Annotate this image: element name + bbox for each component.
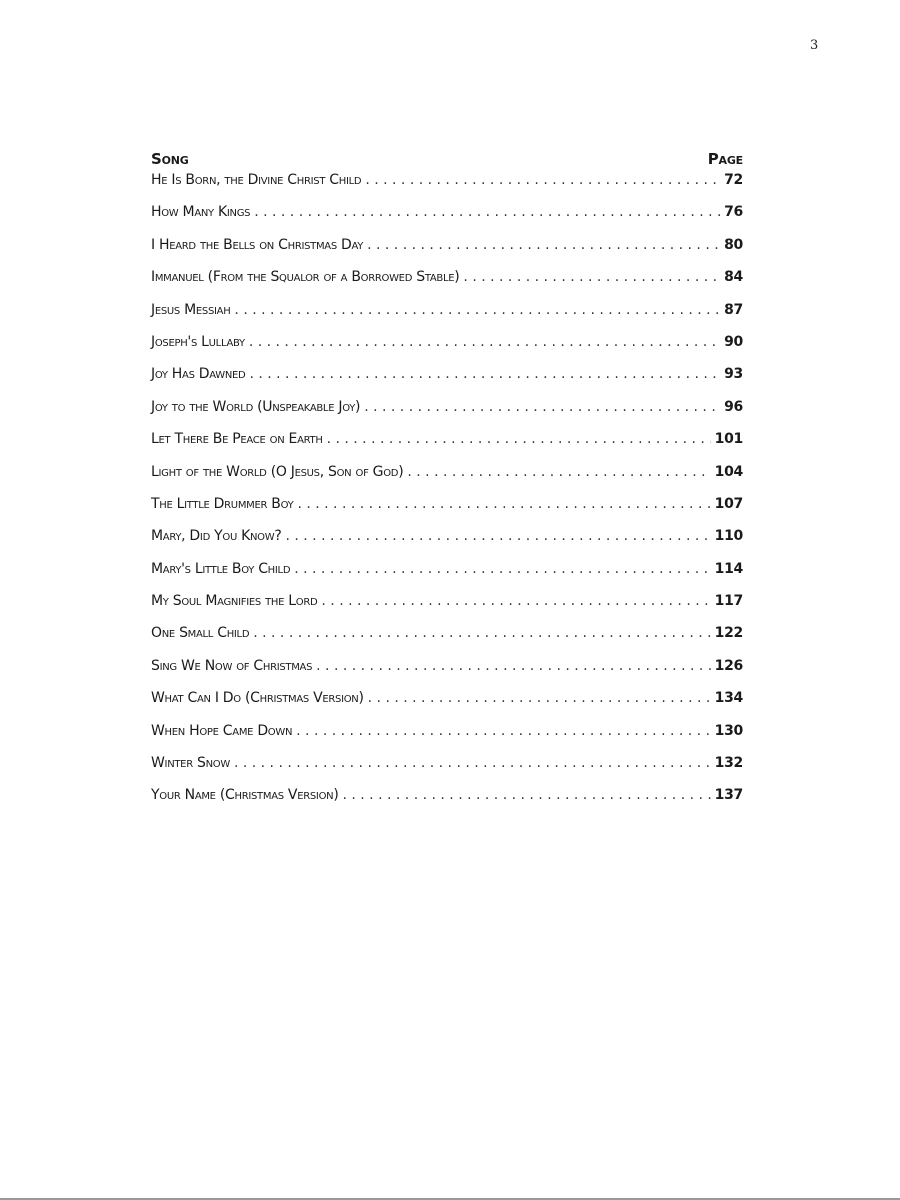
toc-entry-title: I Heard the Bells on Christmas Day	[151, 236, 364, 253]
toc-entry-page: 76	[724, 204, 743, 221]
toc-entry	[151, 787, 743, 819]
toc-entry-page: 107	[714, 495, 743, 512]
dot-leader	[463, 269, 720, 285]
toc-entry-page: 110	[714, 528, 743, 545]
toc-entry-page: 101	[714, 431, 743, 448]
toc-entry	[151, 723, 743, 755]
toc-entry-title: The Little Drummer Boy	[151, 495, 294, 512]
toc-entry-title: When Hope Came Down	[151, 722, 293, 739]
song-column-header: Song	[151, 150, 189, 168]
toc-entry	[151, 302, 743, 334]
dot-leader	[364, 399, 720, 415]
toc-entry-title: Joseph's Lullaby	[151, 333, 245, 350]
toc-entry-page: 126	[714, 657, 743, 674]
toc-entry	[151, 172, 743, 204]
toc-entry-page: 130	[714, 722, 743, 739]
toc-entry-title: How Many Kings	[151, 204, 251, 221]
toc-entry-title: Your Name (Christmas Version)	[151, 787, 339, 804]
toc-entry	[151, 431, 743, 463]
toc-entry-title: Mary, Did You Know?	[151, 528, 282, 545]
toc-entry	[151, 334, 743, 366]
toc-entry-page: 90	[724, 333, 743, 350]
dot-leader	[365, 172, 720, 188]
toc-entry-title: Jesus Messiah	[151, 301, 231, 318]
dot-leader	[249, 366, 720, 382]
toc-header	[151, 150, 743, 172]
dot-leader	[342, 787, 710, 803]
dot-leader	[234, 755, 711, 771]
dot-leader	[249, 334, 720, 350]
toc-entry	[151, 204, 743, 236]
toc-entry-page: 137	[714, 787, 743, 804]
dot-leader	[367, 237, 720, 253]
page-number: 3	[810, 38, 819, 53]
dot-leader	[254, 204, 720, 220]
toc-entry-page: 134	[714, 690, 743, 707]
dot-leader	[407, 464, 710, 480]
toc-entry-title: My Soul Magnifies the Lord	[151, 593, 318, 610]
toc-entry	[151, 755, 743, 787]
dot-leader	[368, 690, 711, 706]
toc-entry-page: 93	[724, 366, 743, 383]
toc-entry-page: 80	[724, 236, 743, 253]
toc-entry	[151, 690, 743, 722]
dot-leader	[285, 528, 710, 544]
toc-entry-page: 117	[714, 593, 743, 610]
toc-entry-title: One Small Child	[151, 625, 250, 642]
dot-leader	[321, 593, 710, 609]
dot-leader	[296, 723, 711, 739]
dot-leader	[294, 561, 710, 577]
toc-entry-page: 87	[724, 301, 743, 318]
toc-entry	[151, 496, 743, 528]
toc-entry-title: Light of the World (O Jesus, Son of God)	[151, 463, 404, 480]
toc-entry-page: 132	[714, 755, 743, 772]
toc-entry-title: Joy Has Dawned	[151, 366, 246, 383]
toc-entry	[151, 269, 743, 301]
dot-leader	[316, 658, 711, 674]
dot-leader	[234, 302, 720, 318]
toc-entry-title: Immanuel (From the Squalor of a Borrowed Stable)	[151, 269, 460, 286]
toc-entry	[151, 625, 743, 657]
toc-entry-title: Joy to the World (Unspeakable Joy)	[151, 398, 361, 415]
toc-entry	[151, 399, 743, 431]
toc-entry-page: 114	[714, 560, 743, 577]
dot-leader	[253, 625, 710, 641]
dot-leader	[327, 431, 711, 447]
toc-entry-page: 72	[724, 172, 743, 188]
toc-entry	[151, 464, 743, 496]
toc-entry	[151, 658, 743, 690]
toc-entry-title: What Can I Do (Christmas Version)	[151, 690, 364, 707]
table-of-contents	[151, 150, 743, 820]
toc-entry-title: Mary's Little Boy Child	[151, 560, 291, 577]
toc-entry	[151, 366, 743, 398]
page-column-header: Page	[707, 150, 743, 168]
toc-rows	[151, 172, 743, 820]
toc-entry	[151, 561, 743, 593]
toc-entry-page: 84	[724, 269, 743, 286]
toc-entry-title: Winter Snow	[151, 755, 230, 772]
toc-entry-title: Sing We Now of Christmas	[151, 657, 313, 674]
toc-entry-page: 104	[714, 463, 743, 480]
toc-entry-page: 122	[714, 625, 743, 642]
toc-entry-title: He Is Born, the Divine Christ Child	[151, 172, 362, 188]
dot-leader	[297, 496, 710, 512]
toc-entry-page: 96	[724, 398, 743, 415]
toc-entry	[151, 528, 743, 560]
toc-entry	[151, 237, 743, 269]
toc-entry-title: Let There Be Peace on Earth	[151, 431, 323, 448]
toc-entry	[151, 593, 743, 625]
